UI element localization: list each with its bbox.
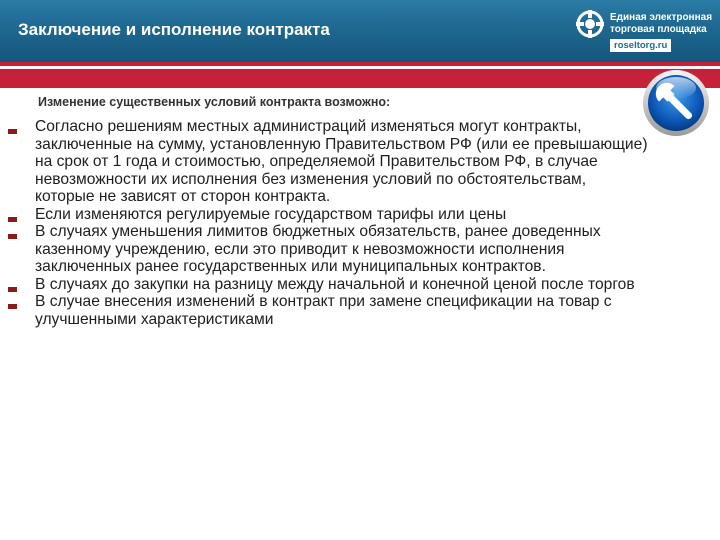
roseltorg-logo xyxy=(576,6,716,56)
logo-url: roseltorg.ru xyxy=(610,39,671,52)
list-item-text: Если изменяются регулируемые государством тарифы или цены xyxy=(35,205,507,223)
logo-line-2: торговая площадка xyxy=(610,24,707,35)
list-item xyxy=(8,223,648,276)
bullet-marker xyxy=(8,304,17,309)
list-item-text: В случаях уменьшения лимитов бюджетных обязательств, ранее доведенных казенному учреждению, если это приводит к невозможности исполнения заключенных ранее государственных или муниципальных контрактов. xyxy=(35,223,601,275)
list-item xyxy=(8,118,648,206)
bullet-marker xyxy=(8,234,17,239)
slide-subtitle: Изменение существенных условий контракта возможно: xyxy=(38,95,391,109)
slide-title: Заключение и исполнение контракта xyxy=(18,20,330,39)
bullet-marker xyxy=(8,287,17,292)
list-item xyxy=(8,276,648,294)
bullet-marker xyxy=(8,129,17,134)
bullet-list xyxy=(8,118,648,328)
wrench-icon xyxy=(641,68,711,138)
list-item-text: В случае внесения изменений в контракт при замене спецификации на товар с улучшенными характеристиками xyxy=(35,293,612,328)
bullet-marker xyxy=(8,217,17,222)
list-item xyxy=(8,206,648,224)
list-item xyxy=(8,293,648,328)
list-item-text: В случаях до закупки на разницу между начальной и конечной ценой после торгов xyxy=(35,275,635,293)
list-item-text: Согласно решениям местных администраций изменяться могут контракты, заключенные на сумму, установленную Правительством РФ (или ее превышающие) на срок от 1 года и стоимостью, определяемой Правительством РФ, в случае невозможности их исполнения без изменения условий по обстоятельствам, которые не зависят от сторон контракта. xyxy=(35,118,648,205)
roseltorg-logo-icon xyxy=(576,10,604,38)
header-bar xyxy=(0,0,720,62)
logo-line-1: Единая электронная xyxy=(610,12,713,23)
band-stripe xyxy=(0,66,720,69)
